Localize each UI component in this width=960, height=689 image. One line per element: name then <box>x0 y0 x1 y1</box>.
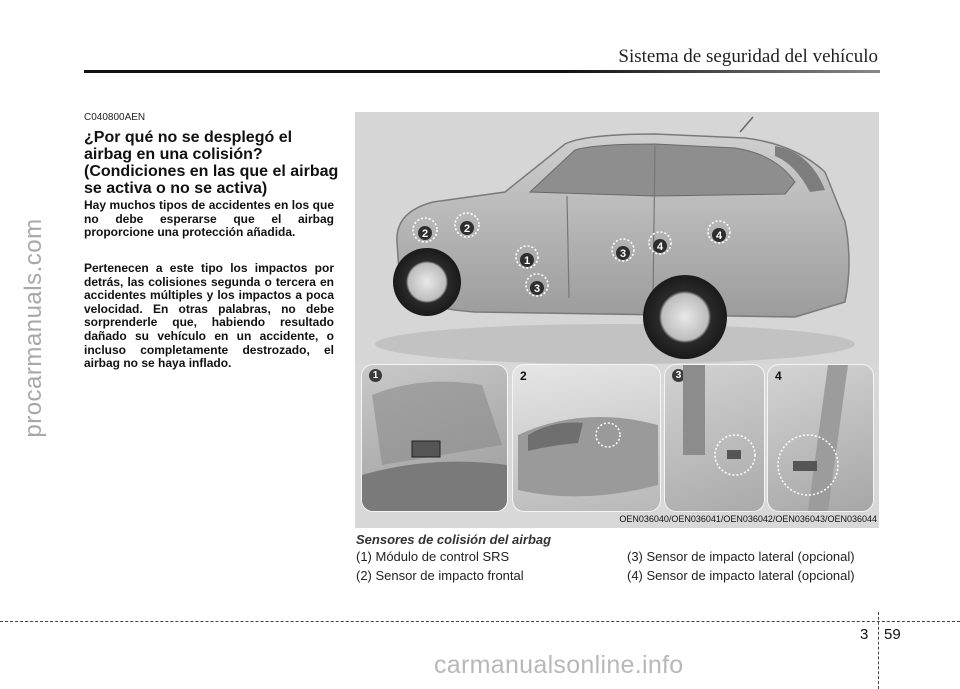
left-watermark: procarmanuals.com <box>20 218 47 438</box>
page-number: 59 <box>884 626 901 643</box>
chapter-number: 3 <box>860 626 869 643</box>
front-wheel <box>393 248 461 316</box>
inset-side-sensor-3 <box>664 364 765 512</box>
callout-label: 2 <box>463 223 471 235</box>
inset-number: 2 <box>520 369 527 383</box>
callout-label: 4 <box>715 230 723 242</box>
page-separator <box>878 612 879 689</box>
section-header-title: Sistema de seguridad del vehículo <box>618 46 878 67</box>
callout-label: 4 <box>656 241 664 253</box>
callout-label: 3 <box>619 248 627 260</box>
caption-title: Sensores de colisión del airbag <box>356 532 552 547</box>
rear-wheel <box>643 275 727 359</box>
caption-item: (1) Módulo de control SRS <box>356 549 510 564</box>
figure-image-codes: OEN036040/OEN036041/OEN036042/OEN036043/OEN036044 <box>619 514 877 524</box>
srs-module-illustration <box>362 365 507 511</box>
b-pillar-illustration <box>665 365 764 511</box>
callout-label: 2 <box>421 228 429 240</box>
inset-front-sensor <box>512 364 661 512</box>
front-sensor-illustration <box>513 365 660 511</box>
inset-number: 4 <box>775 369 782 383</box>
heading-line: airbag en una colisión? <box>84 146 263 163</box>
bottom-watermark: carmanualsonline.info <box>434 651 684 679</box>
callout-label: 3 <box>533 283 541 295</box>
header-rule <box>84 70 880 73</box>
c-pillar-illustration <box>768 365 873 511</box>
caption-item: (3) Sensor de impacto lateral (opcional) <box>627 549 855 564</box>
section-heading <box>84 129 339 197</box>
suv-illustration <box>355 112 879 364</box>
callout-label: 1 <box>523 255 531 267</box>
body-paragraph-1: Hay muchos tipos de accidentes en los que no debe esperarse que el airbag proporcione una protección añadida. <box>84 198 334 240</box>
inset-srs-module <box>361 364 508 512</box>
caption-item: (4) Sensor de impacto lateral (opcional) <box>627 568 855 583</box>
section-code: C040800AEN <box>84 112 146 123</box>
inset-number: 1 <box>369 369 382 382</box>
airbag-sensor-figure <box>355 112 879 528</box>
footer-rule <box>0 621 960 622</box>
body-paragraph-2: Pertenecen a este tipo los impactos por detrás, las colisiones segunda o tercera en accidentes múltiples y los impactos a poca velocidad. En otras palabras, no debe sorprenderle que, habiendo resultado dañado su vehículo en un accidente, o incluso completamente destrozado, el airbag no se haya inflado. <box>84 261 334 371</box>
heading-line: ¿Por qué no se desplegó el <box>84 129 293 146</box>
heading-line: (Condiciones en las que el airbag <box>84 163 339 180</box>
inset-number: 3 <box>672 369 685 382</box>
caption-item: (2) Sensor de impacto frontal <box>356 568 524 583</box>
inset-side-sensor-4 <box>767 364 874 512</box>
heading-line: se activa o no se activa) <box>84 180 268 197</box>
